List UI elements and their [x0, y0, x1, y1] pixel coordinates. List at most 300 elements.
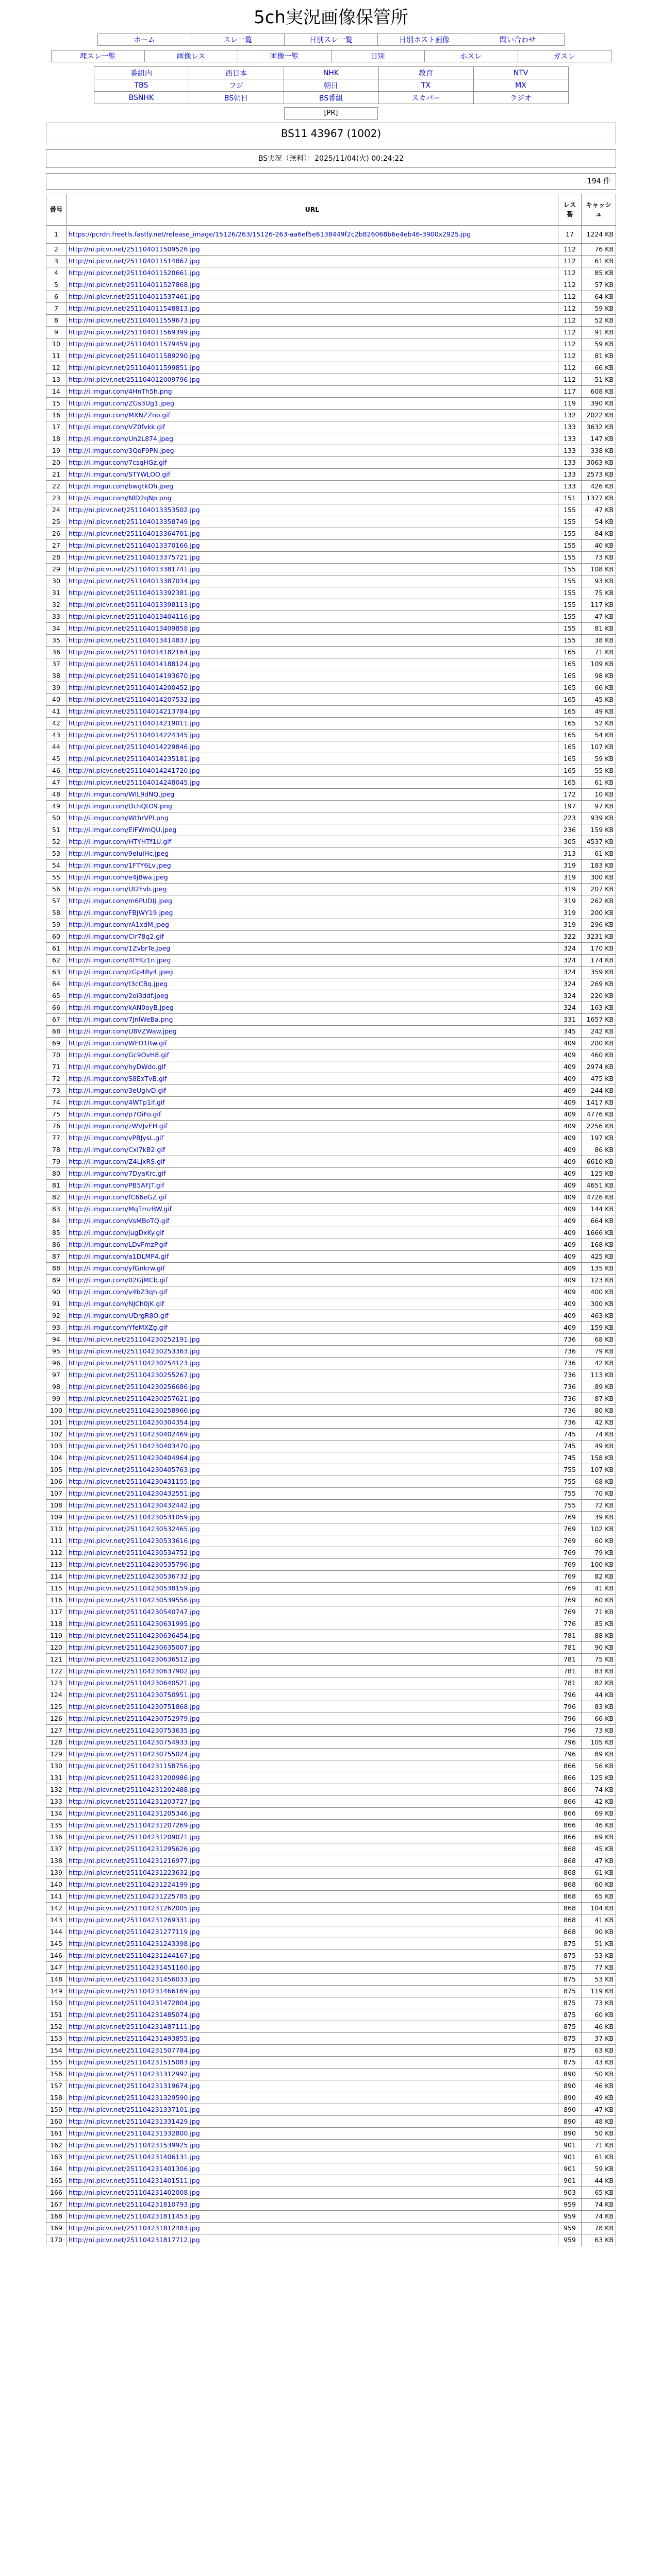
row-res-number[interactable]: 866	[558, 1820, 582, 1832]
row-cache-size[interactable]: 220 KB	[582, 990, 616, 1002]
row-res-number[interactable]: 305	[558, 836, 582, 848]
row-url-link[interactable]: http://ni.picvr.net/251104230539556.jpg	[67, 1595, 558, 1606]
row-res-number[interactable]: 155	[558, 623, 582, 635]
row-url-link[interactable]: http://i.imgur.com/FBJWY19.jpeg	[67, 907, 558, 919]
row-cache-size[interactable]: 475 KB	[582, 1073, 616, 1085]
row-cache-size[interactable]: 73 KB	[582, 552, 616, 564]
row-url-link[interactable]: http://i.imgur.com/4HnTh5h.png	[67, 386, 558, 398]
row-cache-size[interactable]: 168 KB	[582, 1239, 616, 1251]
row-url-link[interactable]: http://i.imgur.com/ZGs3Ug1.jpeg	[67, 398, 558, 410]
channel-link[interactable]: BS番組	[284, 92, 378, 104]
row-url-link[interactable]: http://ni.picvr.net/251104014188124.jpg	[67, 658, 558, 670]
row-cache-size[interactable]: 71 KB	[582, 2140, 616, 2151]
row-res-number[interactable]: 736	[558, 1393, 582, 1405]
row-url-link[interactable]: http://ni.picvr.net/251104231406131.jpg	[67, 2151, 558, 2163]
row-url-link[interactable]: http://ni.picvr.net/251104231401511.jpg	[67, 2175, 558, 2187]
row-cache-size[interactable]: 123 KB	[582, 1275, 616, 1286]
row-res-number[interactable]: 409	[558, 1109, 582, 1121]
row-res-number[interactable]: 875	[558, 1962, 582, 1974]
row-res-number[interactable]: 796	[558, 1713, 582, 1725]
row-url-link[interactable]: http://i.imgur.com/7csqHGz.gif	[67, 457, 558, 469]
row-res-number[interactable]: 112	[558, 350, 582, 362]
row-res-number[interactable]: 112	[558, 244, 582, 256]
row-url-link[interactable]: http://i.imgur.com/p7OiFo.gif	[67, 1109, 558, 1121]
row-url-link[interactable]: http://ni.picvr.net/251104013409858.jpg	[67, 623, 558, 635]
row-url-link[interactable]: http://i.imgur.com/Clr78q2.gif	[67, 931, 558, 943]
row-url-link[interactable]: http://i.imgur.com/zWVJvEH.gif	[67, 1121, 558, 1132]
row-url-link[interactable]: http://i.imgur.com/v4bZ3qh.gif	[67, 1286, 558, 1298]
row-cache-size[interactable]: 109 KB	[582, 658, 616, 670]
row-url-link[interactable]: http://i.imgur.com/zGp48y4.jpeg	[67, 967, 558, 978]
channel-link[interactable]: TX	[378, 79, 473, 92]
row-url-link[interactable]: http://ni.picvr.net/251104013414837.jpg	[67, 635, 558, 647]
row-res-number[interactable]: 868	[558, 1914, 582, 1926]
row-cache-size[interactable]: 338 KB	[582, 445, 616, 457]
row-res-number[interactable]: 409	[558, 1061, 582, 1073]
row-cache-size[interactable]: 66 KB	[582, 1713, 616, 1725]
row-url-link[interactable]: http://i.imgur.com/U8VZWaw.jpeg	[67, 1026, 558, 1038]
row-url-link[interactable]: http://ni.picvr.net/251104230432551.jpg	[67, 1488, 558, 1500]
row-url-link[interactable]: http://i.imgur.com/1FTY6Lv.jpeg	[67, 860, 558, 872]
row-cache-size[interactable]: 4537 KB	[582, 836, 616, 848]
row-cache-size[interactable]: 296 KB	[582, 919, 616, 931]
row-url-link[interactable]: http://ni.picvr.net/251104014213784.jpg	[67, 706, 558, 718]
row-cache-size[interactable]: 37 KB	[582, 2033, 616, 2045]
row-url-link[interactable]: https://pcrdn.freetls.fastly.net/release_image/15126/263/15126-263-aa6ef5e6138449f2c2b826068b6e4eb46-3900x2925.jpg	[67, 226, 558, 244]
row-url-link[interactable]: http://ni.picvr.net/251104014193670.jpg	[67, 670, 558, 682]
second-nav-link[interactable]: ホスレ	[424, 50, 518, 62]
row-cache-size[interactable]: 45 KB	[582, 694, 616, 706]
row-url-link[interactable]: http://ni.picvr.net/251104230535796.jpg	[67, 1559, 558, 1571]
row-res-number[interactable]: 165	[558, 730, 582, 741]
row-url-link[interactable]: http://ni.picvr.net/251104230752979.jpg	[67, 1713, 558, 1725]
row-url-link[interactable]: http://i.imgur.com/EIFWmQU.jpeg	[67, 824, 558, 836]
row-cache-size[interactable]: 60 KB	[582, 2009, 616, 2021]
row-cache-size[interactable]: 90 KB	[582, 1642, 616, 1654]
row-res-number[interactable]: 736	[558, 1405, 582, 1417]
row-url-link[interactable]: http://i.imgur.com/WIL9dNQ.jpeg	[67, 789, 558, 801]
row-cache-size[interactable]: 74 KB	[582, 2211, 616, 2223]
row-res-number[interactable]: 409	[558, 1049, 582, 1061]
row-res-number[interactable]: 409	[558, 1192, 582, 1204]
row-cache-size[interactable]: 71 KB	[582, 1606, 616, 1618]
row-cache-size[interactable]: 49 KB	[582, 1440, 616, 1452]
row-url-link[interactable]: http://ni.picvr.net/251104230540747.jpg	[67, 1606, 558, 1618]
row-res-number[interactable]: 875	[558, 1997, 582, 2009]
row-url-link[interactable]: http://ni.picvr.net/251104014241720.jpg	[67, 765, 558, 777]
row-cache-size[interactable]: 107 KB	[582, 741, 616, 753]
row-url-link[interactable]: http://ni.picvr.net/251104230533616.jpg	[67, 1535, 558, 1547]
second-nav-link[interactable]: ガスレ	[518, 50, 611, 62]
row-cache-size[interactable]: 73 KB	[582, 1997, 616, 2009]
row-cache-size[interactable]: 79 KB	[582, 1346, 616, 1358]
row-url-link[interactable]: http://ni.picvr.net/251104230750951.jpg	[67, 1689, 558, 1701]
row-url-link[interactable]: http://ni.picvr.net/251104231203727.jpg	[67, 1796, 558, 1808]
channel-link[interactable]: BSNHK	[94, 92, 189, 104]
row-url-link[interactable]: http://ni.picvr.net/251104231295626.jpg	[67, 1843, 558, 1855]
row-url-link[interactable]: http://ni.picvr.net/251104230635007.jpg	[67, 1642, 558, 1654]
row-url-link[interactable]: http://ni.picvr.net/251104014235181.jpg	[67, 753, 558, 765]
row-url-link[interactable]: http://i.imgur.com/2oi3ddf.jpeg	[67, 990, 558, 1002]
row-url-link[interactable]: http://ni.picvr.net/251104011579459.jpg	[67, 338, 558, 350]
row-res-number[interactable]: 736	[558, 1417, 582, 1429]
row-res-number[interactable]: 875	[558, 2045, 582, 2057]
row-cache-size[interactable]: 71 KB	[582, 647, 616, 658]
row-res-number[interactable]: 866	[558, 1784, 582, 1796]
row-cache-size[interactable]: 147 KB	[582, 433, 616, 445]
row-res-number[interactable]: 776	[558, 1618, 582, 1630]
row-cache-size[interactable]: 119 KB	[582, 1986, 616, 1997]
row-res-number[interactable]: 409	[558, 1144, 582, 1156]
row-res-number[interactable]: 769	[558, 1583, 582, 1595]
row-url-link[interactable]: http://ni.picvr.net/251104231319674.jpg	[67, 2080, 558, 2092]
row-cache-size[interactable]: 2022 KB	[582, 410, 616, 421]
row-res-number[interactable]: 409	[558, 1180, 582, 1192]
row-cache-size[interactable]: 159 KB	[582, 824, 616, 836]
row-url-link[interactable]: http://ni.picvr.net/251104011599851.jpg	[67, 362, 558, 374]
row-cache-size[interactable]: 107 KB	[582, 1464, 616, 1476]
row-res-number[interactable]: 155	[558, 552, 582, 564]
row-cache-size[interactable]: 46 KB	[582, 2021, 616, 2033]
row-cache-size[interactable]: 38 KB	[582, 635, 616, 647]
row-res-number[interactable]: 875	[558, 1938, 582, 1950]
row-url-link[interactable]: http://ni.picvr.net/251104231277119.jpg	[67, 1926, 558, 1938]
row-url-link[interactable]: http://ni.picvr.net/251104230754933.jpg	[67, 1737, 558, 1749]
row-cache-size[interactable]: 57 KB	[582, 279, 616, 291]
row-cache-size[interactable]: 82 KB	[582, 1677, 616, 1689]
row-res-number[interactable]: 155	[558, 611, 582, 623]
second-nav-link[interactable]: 埋スレ一覧	[51, 50, 144, 62]
row-res-number[interactable]: 133	[558, 481, 582, 493]
row-cache-size[interactable]: 69 KB	[582, 1832, 616, 1843]
row-url-link[interactable]: http://ni.picvr.net/251104014229846.jpg	[67, 741, 558, 753]
row-res-number[interactable]: 781	[558, 1630, 582, 1642]
row-url-link[interactable]: http://i.imgur.com/1ZvbrTe.jpeg	[67, 943, 558, 955]
row-res-number[interactable]: 165	[558, 777, 582, 789]
row-cache-size[interactable]: 72 KB	[582, 1500, 616, 1512]
row-cache-size[interactable]: 53 KB	[582, 1950, 616, 1962]
row-url-link[interactable]: http://ni.picvr.net/251104014207532.jpg	[67, 694, 558, 706]
row-url-link[interactable]: http://i.imgur.com/a1DLMP4.gif	[67, 1251, 558, 1263]
row-cache-size[interactable]: 89 KB	[582, 1381, 616, 1393]
row-url-link[interactable]: http://i.imgur.com/7DyaKrc.gif	[67, 1168, 558, 1180]
row-url-link[interactable]: http://ni.picvr.net/251104231244167.jpg	[67, 1950, 558, 1962]
row-cache-size[interactable]: 300 KB	[582, 872, 616, 884]
row-url-link[interactable]: http://ni.picvr.net/251104231485074.jpg	[67, 2009, 558, 2021]
row-res-number[interactable]: 866	[558, 1760, 582, 1772]
row-url-link[interactable]: http://ni.picvr.net/251104231200986.jpg	[67, 1772, 558, 1784]
row-res-number[interactable]: 345	[558, 1026, 582, 1038]
row-cache-size[interactable]: 43 KB	[582, 2057, 616, 2069]
row-cache-size[interactable]: 70 KB	[582, 1488, 616, 1500]
row-url-link[interactable]: http://ni.picvr.net/251104230258966.jpg	[67, 1405, 558, 1417]
row-cache-size[interactable]: 82 KB	[582, 1571, 616, 1583]
row-cache-size[interactable]: 74 KB	[582, 2199, 616, 2211]
row-res-number[interactable]: 197	[558, 801, 582, 812]
row-cache-size[interactable]: 76 KB	[582, 244, 616, 256]
row-res-number[interactable]: 868	[558, 1926, 582, 1938]
row-res-number[interactable]: 155	[558, 504, 582, 516]
row-cache-size[interactable]: 93 KB	[582, 575, 616, 587]
row-cache-size[interactable]: 400 KB	[582, 1286, 616, 1298]
row-url-link[interactable]: http://ni.picvr.net/251104231402008.jpg	[67, 2187, 558, 2199]
row-cache-size[interactable]: 125 KB	[582, 1772, 616, 1784]
row-res-number[interactable]: 875	[558, 1986, 582, 1997]
row-cache-size[interactable]: 60 KB	[582, 1879, 616, 1891]
row-res-number[interactable]: 112	[558, 327, 582, 338]
row-res-number[interactable]: 409	[558, 1239, 582, 1251]
row-url-link[interactable]: http://i.imgur.com/9eIuiHc.jpeg	[67, 848, 558, 860]
row-url-link[interactable]: http://i.imgur.com/7JnlWeBa.png	[67, 1014, 558, 1026]
row-url-link[interactable]: http://i.imgur.com/S8ExTvB.gif	[67, 1073, 558, 1085]
row-res-number[interactable]: 769	[558, 1595, 582, 1606]
row-cache-size[interactable]: 59 KB	[582, 338, 616, 350]
row-url-link[interactable]: http://i.imgur.com/3eUglvD.gif	[67, 1085, 558, 1097]
row-res-number[interactable]: 769	[558, 1547, 582, 1559]
row-url-link[interactable]: http://ni.picvr.net/251104231216977.jpg	[67, 1855, 558, 1867]
row-url-link[interactable]: http://ni.picvr.net/251104011559673.jpg	[67, 315, 558, 327]
row-url-link[interactable]: http://ni.picvr.net/251104013398113.jpg	[67, 599, 558, 611]
row-cache-size[interactable]: 47 KB	[582, 2104, 616, 2116]
channel-link[interactable]: 番組内	[94, 67, 189, 79]
row-res-number[interactable]: 901	[558, 2175, 582, 2187]
row-cache-size[interactable]: 40 KB	[582, 540, 616, 552]
row-res-number[interactable]: 112	[558, 256, 582, 267]
row-url-link[interactable]: http://ni.picvr.net/251104011527868.jpg	[67, 279, 558, 291]
row-url-link[interactable]: http://ni.picvr.net/251104011589290.jpg	[67, 350, 558, 362]
row-url-link[interactable]: http://ni.picvr.net/251104231487111.jpg	[67, 2021, 558, 2033]
row-url-link[interactable]: http://ni.picvr.net/251104231209071.jpg	[67, 1832, 558, 1843]
row-cache-size[interactable]: 39 KB	[582, 1512, 616, 1523]
row-url-link[interactable]: http://i.imgur.com/HTYHTf1U.gif	[67, 836, 558, 848]
row-res-number[interactable]: 409	[558, 1215, 582, 1227]
row-url-link[interactable]: http://ni.picvr.net/251104231262005.jpg	[67, 1903, 558, 1914]
row-res-number[interactable]: 866	[558, 1796, 582, 1808]
row-url-link[interactable]: http://ni.picvr.net/251104230256686.jpg	[67, 1381, 558, 1393]
row-res-number[interactable]: 868	[558, 1879, 582, 1891]
row-url-link[interactable]: http://i.imgur.com/PB5AFJT.gif	[67, 1180, 558, 1192]
row-res-number[interactable]: 165	[558, 647, 582, 658]
row-res-number[interactable]: 155	[558, 540, 582, 552]
row-cache-size[interactable]: 60 KB	[582, 1535, 616, 1547]
row-res-number[interactable]: 875	[558, 1950, 582, 1962]
row-url-link[interactable]: http://i.imgur.com/NJCh0jK.gif	[67, 1298, 558, 1310]
row-cache-size[interactable]: 54 KB	[582, 730, 616, 741]
row-res-number[interactable]: 409	[558, 1097, 582, 1109]
channel-link[interactable]: 西日本	[189, 67, 284, 79]
row-cache-size[interactable]: 89 KB	[582, 1749, 616, 1760]
row-res-number[interactable]: 868	[558, 1891, 582, 1903]
row-url-link[interactable]: http://i.imgur.com/t3cCBq.jpeg	[67, 978, 558, 990]
row-res-number[interactable]: 319	[558, 895, 582, 907]
row-url-link[interactable]: http://ni.picvr.net/251104230403470.jpg	[67, 1440, 558, 1452]
row-res-number[interactable]: 409	[558, 1073, 582, 1085]
row-res-number[interactable]: 769	[558, 1523, 582, 1535]
row-cache-size[interactable]: 85 KB	[582, 267, 616, 279]
row-cache-size[interactable]: 68 KB	[582, 1334, 616, 1346]
row-url-link[interactable]: http://ni.picvr.net/251104231811453.jpg	[67, 2211, 558, 2223]
row-cache-size[interactable]: 80 KB	[582, 1405, 616, 1417]
row-res-number[interactable]: 866	[558, 1832, 582, 1843]
row-res-number[interactable]: 781	[558, 1654, 582, 1666]
row-res-number[interactable]: 117	[558, 386, 582, 398]
row-res-number[interactable]: 890	[558, 2128, 582, 2140]
row-res-number[interactable]: 319	[558, 884, 582, 895]
row-url-link[interactable]: http://ni.picvr.net/251104231224199.jpg	[67, 1879, 558, 1891]
row-res-number[interactable]: 781	[558, 1677, 582, 1689]
row-url-link[interactable]: http://ni.picvr.net/251104231507784.jpg	[67, 2045, 558, 2057]
row-res-number[interactable]: 769	[558, 1535, 582, 1547]
row-cache-size[interactable]: 300 KB	[582, 1298, 616, 1310]
row-cache-size[interactable]: 90 KB	[582, 1926, 616, 1938]
row-res-number[interactable]: 890	[558, 2092, 582, 2104]
row-res-number[interactable]: 409	[558, 1286, 582, 1298]
row-cache-size[interactable]: 86 KB	[582, 1144, 616, 1156]
row-cache-size[interactable]: 63 KB	[582, 2045, 616, 2057]
channel-link[interactable]: スカパー	[378, 92, 473, 104]
row-cache-size[interactable]: 61 KB	[582, 848, 616, 860]
row-cache-size[interactable]: 42 KB	[582, 1796, 616, 1808]
row-res-number[interactable]: 890	[558, 2069, 582, 2080]
row-cache-size[interactable]: 42 KB	[582, 1417, 616, 1429]
row-url-link[interactable]: http://i.imgur.com/VZ0fvkk.gif	[67, 421, 558, 433]
row-cache-size[interactable]: 426 KB	[582, 481, 616, 493]
row-res-number[interactable]: 223	[558, 812, 582, 824]
row-url-link[interactable]: http://i.imgur.com/jugDxKy.gif	[67, 1227, 558, 1239]
row-url-link[interactable]: http://ni.picvr.net/251104011520661.jpg	[67, 267, 558, 279]
row-url-link[interactable]: http://ni.picvr.net/251104014219011.jpg	[67, 718, 558, 730]
row-cache-size[interactable]: 60 KB	[582, 1595, 616, 1606]
row-url-link[interactable]: http://ni.picvr.net/251104231223632.jpg	[67, 1867, 558, 1879]
row-res-number[interactable]: 17	[558, 226, 582, 244]
row-url-link[interactable]: http://ni.picvr.net/251104230304354.jpg	[67, 1417, 558, 1429]
row-res-number[interactable]: 165	[558, 718, 582, 730]
row-url-link[interactable]: http://i.imgur.com/e4jBwa.jpeg	[67, 872, 558, 884]
channel-link[interactable]: 朝日	[284, 79, 378, 92]
row-cache-size[interactable]: 244 KB	[582, 1085, 616, 1097]
row-cache-size[interactable]: 6610 KB	[582, 1156, 616, 1168]
row-url-link[interactable]: http://ni.picvr.net/251104230637902.jpg	[67, 1666, 558, 1677]
row-res-number[interactable]: 165	[558, 765, 582, 777]
row-cache-size[interactable]: 50 KB	[582, 2069, 616, 2080]
row-cache-size[interactable]: 2573 KB	[582, 469, 616, 481]
row-res-number[interactable]: 155	[558, 599, 582, 611]
row-url-link[interactable]: http://i.imgur.com/rA1xdM.jpeg	[67, 919, 558, 931]
row-cache-size[interactable]: 65 KB	[582, 2187, 616, 2199]
row-cache-size[interactable]: 68 KB	[582, 1476, 616, 1488]
row-url-link[interactable]: http://ni.picvr.net/251104013381741.jpg	[67, 564, 558, 575]
row-cache-size[interactable]: 174 KB	[582, 955, 616, 967]
row-url-link[interactable]: http://i.imgur.com/Z4LjxRS.gif	[67, 1156, 558, 1168]
row-cache-size[interactable]: 59 KB	[582, 2163, 616, 2175]
row-res-number[interactable]: 890	[558, 2104, 582, 2116]
row-url-link[interactable]: http://ni.picvr.net/251104014200452.jpg	[67, 682, 558, 694]
row-cache-size[interactable]: 88 KB	[582, 1630, 616, 1642]
row-cache-size[interactable]: 74 KB	[582, 1784, 616, 1796]
row-res-number[interactable]: 409	[558, 1156, 582, 1168]
row-res-number[interactable]: 409	[558, 1227, 582, 1239]
row-url-link[interactable]: http://i.imgur.com/4tYKz1n.jpeg	[67, 955, 558, 967]
row-res-number[interactable]: 796	[558, 1701, 582, 1713]
row-res-number[interactable]: 133	[558, 433, 582, 445]
row-url-link[interactable]: http://ni.picvr.net/251104230432442.jpg	[67, 1500, 558, 1512]
row-cache-size[interactable]: 163 KB	[582, 1002, 616, 1014]
row-res-number[interactable]: 319	[558, 919, 582, 931]
row-url-link[interactable]: http://i.imgur.com/NlD2qNp.png	[67, 493, 558, 504]
row-res-number[interactable]: 324	[558, 990, 582, 1002]
row-url-link[interactable]: http://ni.picvr.net/251104230751868.jpg	[67, 1701, 558, 1713]
row-res-number[interactable]: 875	[558, 2021, 582, 2033]
row-url-link[interactable]: http://i.imgur.com/vPBJysL.gif	[67, 1132, 558, 1144]
channel-link[interactable]: NHK	[284, 67, 378, 79]
row-res-number[interactable]: 172	[558, 789, 582, 801]
row-url-link[interactable]: http://ni.picvr.net/251104230536732.jpg	[67, 1571, 558, 1583]
row-cache-size[interactable]: 262 KB	[582, 895, 616, 907]
channel-link[interactable]: BS朝日	[189, 92, 284, 104]
row-cache-size[interactable]: 46 KB	[582, 2080, 616, 2092]
row-cache-size[interactable]: 1417 KB	[582, 1097, 616, 1109]
row-cache-size[interactable]: 125 KB	[582, 1168, 616, 1180]
row-cache-size[interactable]: 83 KB	[582, 1701, 616, 1713]
row-url-link[interactable]: http://ni.picvr.net/251104230257621.jpg	[67, 1393, 558, 1405]
row-url-link[interactable]: http://ni.picvr.net/251104013404116.jpg	[67, 611, 558, 623]
row-res-number[interactable]: 112	[558, 338, 582, 350]
row-cache-size[interactable]: 170 KB	[582, 943, 616, 955]
channel-link[interactable]: ラジオ	[473, 92, 568, 104]
row-res-number[interactable]: 324	[558, 1002, 582, 1014]
row-res-number[interactable]: 901	[558, 2151, 582, 2163]
row-res-number[interactable]: 165	[558, 694, 582, 706]
row-cache-size[interactable]: 390 KB	[582, 398, 616, 410]
row-res-number[interactable]: 736	[558, 1369, 582, 1381]
row-cache-size[interactable]: 97 KB	[582, 801, 616, 812]
top-nav-link[interactable]: 問い合わせ	[471, 34, 565, 46]
row-cache-size[interactable]: 81 KB	[582, 623, 616, 635]
row-url-link[interactable]: http://ni.picvr.net/251104231812483.jpg	[67, 2223, 558, 2234]
row-res-number[interactable]: 755	[558, 1464, 582, 1476]
row-cache-size[interactable]: 3231 KB	[582, 931, 616, 943]
row-cache-size[interactable]: 44 KB	[582, 2175, 616, 2187]
row-url-link[interactable]: http://ni.picvr.net/251104230531059.jpg	[67, 1512, 558, 1523]
row-url-link[interactable]: http://ni.picvr.net/251104230405763.jpg	[67, 1464, 558, 1476]
row-res-number[interactable]: 868	[558, 1903, 582, 1914]
row-res-number[interactable]: 112	[558, 362, 582, 374]
row-url-link[interactable]: http://i.imgur.com/STYWLOO.gif	[67, 469, 558, 481]
row-res-number[interactable]: 409	[558, 1251, 582, 1263]
row-res-number[interactable]: 409	[558, 1275, 582, 1286]
row-cache-size[interactable]: 41 KB	[582, 1914, 616, 1926]
row-res-number[interactable]: 409	[558, 1121, 582, 1132]
row-cache-size[interactable]: 51 KB	[582, 374, 616, 386]
row-res-number[interactable]: 875	[558, 1974, 582, 1986]
row-url-link[interactable]: http://i.imgur.com/UDrgR8O.gif	[67, 1310, 558, 1322]
row-cache-size[interactable]: 83 KB	[582, 1666, 616, 1677]
row-cache-size[interactable]: 664 KB	[582, 1215, 616, 1227]
row-cache-size[interactable]: 47 KB	[582, 611, 616, 623]
row-res-number[interactable]: 324	[558, 955, 582, 967]
row-res-number[interactable]: 745	[558, 1440, 582, 1452]
top-nav-link[interactable]: 日別ホスト画像	[378, 34, 471, 46]
row-cache-size[interactable]: 61 KB	[582, 1867, 616, 1879]
row-cache-size[interactable]: 85 KB	[582, 1618, 616, 1630]
row-res-number[interactable]: 866	[558, 1808, 582, 1820]
row-cache-size[interactable]: 46 KB	[582, 1820, 616, 1832]
row-cache-size[interactable]: 49 KB	[582, 2092, 616, 2104]
row-res-number[interactable]: 165	[558, 706, 582, 718]
row-url-link[interactable]: http://ni.picvr.net/251104231207269.jpg	[67, 1820, 558, 1832]
row-res-number[interactable]: 155	[558, 575, 582, 587]
row-res-number[interactable]: 769	[558, 1559, 582, 1571]
